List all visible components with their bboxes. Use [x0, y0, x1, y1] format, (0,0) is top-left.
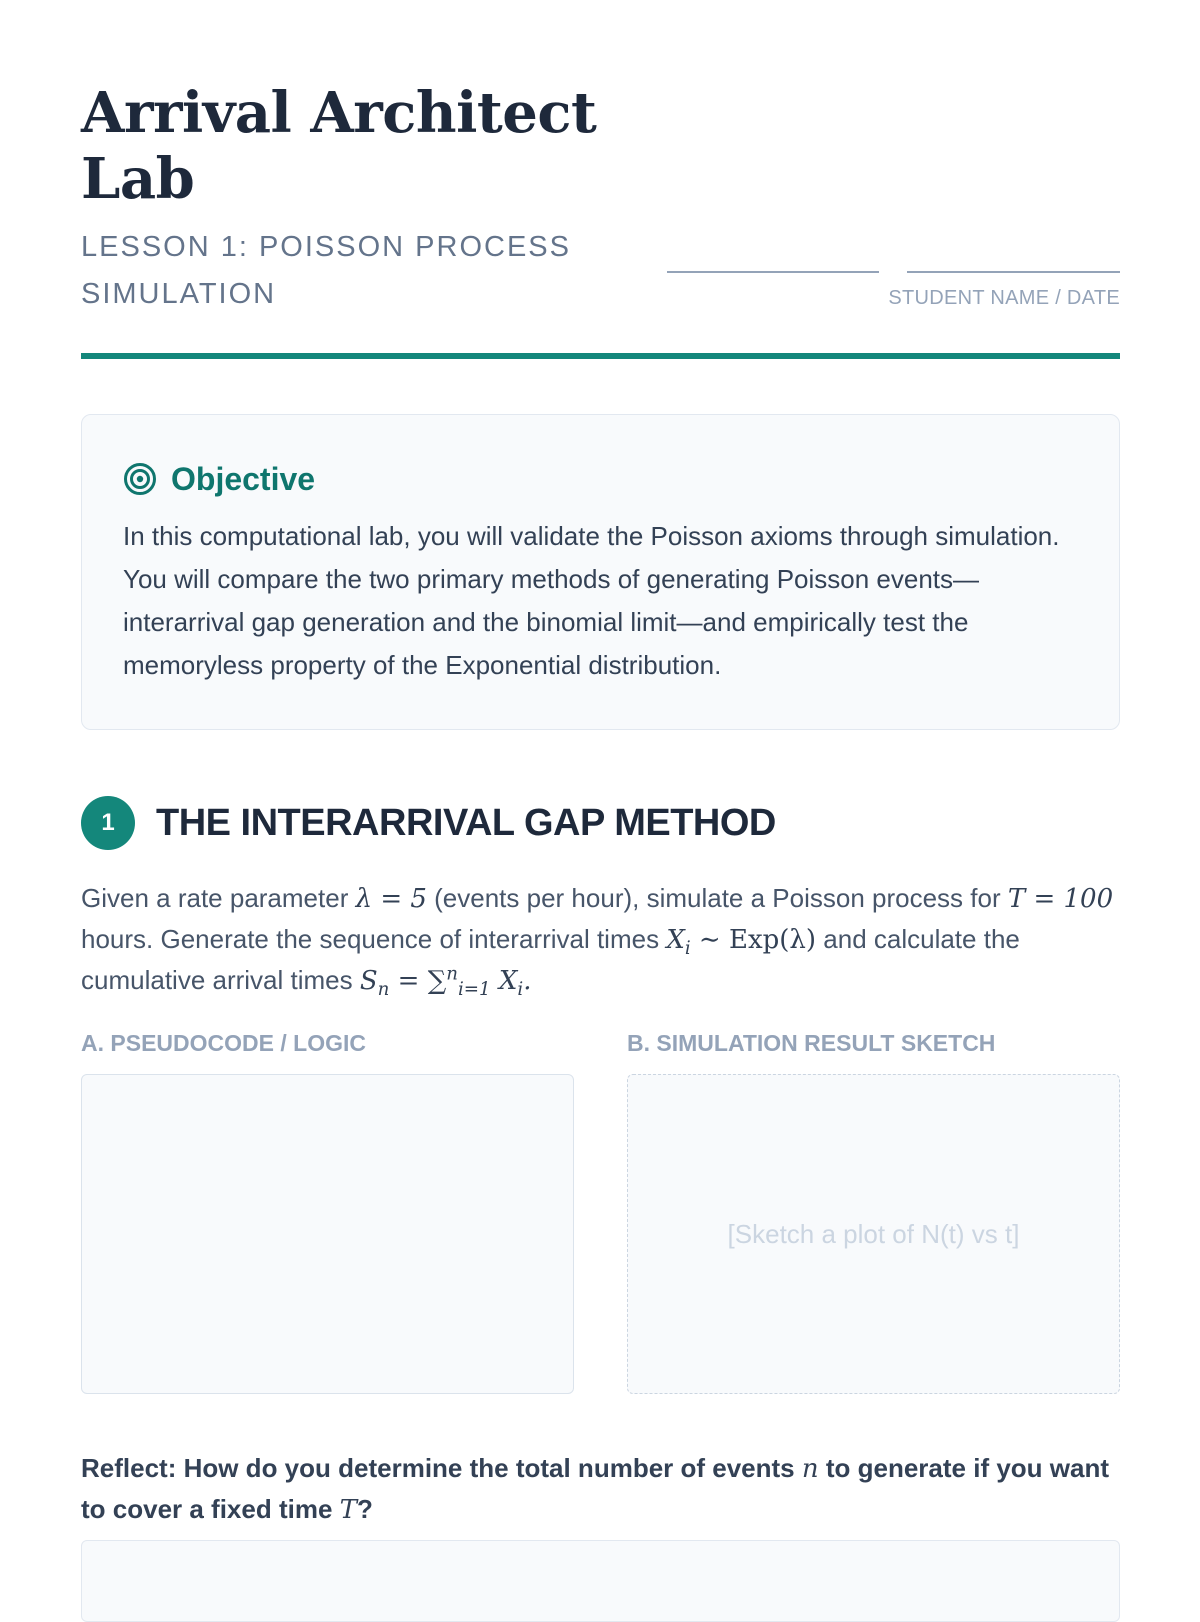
section-title: THE INTERARRIVAL GAP METHOD	[156, 801, 776, 844]
sketch-placeholder: [Sketch a plot of N(t) vs t]	[727, 1218, 1020, 1249]
formula-part: Exp(λ)	[728, 925, 817, 955]
reflect-answer-box[interactable]	[81, 1540, 1120, 1622]
formula-part: = ∑	[389, 966, 447, 996]
sketch-label: B. SIMULATION RESULT SKETCH	[627, 1030, 996, 1056]
reflect-math-n: n	[801, 1454, 819, 1484]
worksheet-page	[81, 0, 1120, 1600]
objective-card	[81, 414, 1120, 730]
formula-subscript: i	[684, 938, 691, 960]
formula-part: .	[523, 966, 532, 996]
rate-formula: λ = 5	[355, 884, 427, 914]
formula-subscript: i=1	[457, 979, 491, 1001]
time-formula: T = 100	[1007, 884, 1114, 914]
page-title: Arrival Architect Lab	[81, 80, 597, 212]
formula-part: X	[490, 966, 518, 996]
section-number-badge: 1	[81, 796, 135, 850]
reflect-text: Reflect: How do you determine the total number of events	[81, 1453, 802, 1483]
student-name-line[interactable]	[667, 271, 879, 273]
header-divider	[81, 353, 1120, 359]
objective-text: In this computational lab, you will validate the Poisson axioms through simulation. You will compare the two primary methods of generating Poisson events—interarrival gap generation and the binomial limit—and empirically test the memoryless property of the Exponential distribution.	[123, 521, 1060, 680]
worksheet-header	[81, 80, 1120, 360]
sketch-answer-box[interactable]	[627, 1074, 1120, 1394]
date-line[interactable]	[907, 271, 1120, 273]
intro-text: hours. Generate the sequence of interarrival times	[81, 924, 667, 954]
formula-subscript: i	[517, 979, 524, 1001]
section-1-heading	[81, 796, 776, 850]
intro-text: (events per hour), simulate a Poisson process for	[426, 883, 1008, 913]
lesson-subtitle: LESSON 1: POISSON PROCESS SIMULATION	[81, 231, 571, 310]
cumulative-formula	[359, 963, 532, 1001]
interarrival-formula	[666, 925, 817, 960]
pseudocode-answer-box[interactable]	[81, 1074, 574, 1394]
formula-part: ∼	[690, 925, 729, 955]
formula-part: S	[359, 966, 378, 996]
formula-subscript: n	[377, 979, 390, 1001]
reflect-question	[81, 1448, 1120, 1530]
reflect-math-t: T	[339, 1495, 357, 1525]
formula-superscript: n	[446, 963, 458, 985]
section-instructions	[81, 878, 1120, 1001]
formula-part: X	[666, 925, 685, 955]
reflect-text: to generate if you want to cover a fixed time	[81, 1453, 1109, 1524]
reflect-text: ?	[357, 1494, 373, 1524]
student-name-date-label: STUDENT NAME / DATE	[888, 287, 1120, 309]
objective-title: Objective	[171, 460, 316, 497]
intro-text: and calculate the cumulative arrival times	[81, 924, 1020, 995]
pseudocode-label: A. PSEUDOCODE / LOGIC	[81, 1030, 366, 1056]
target-icon	[123, 462, 157, 496]
objective-heading	[123, 459, 315, 499]
intro-text: Given a rate parameter	[81, 883, 356, 913]
